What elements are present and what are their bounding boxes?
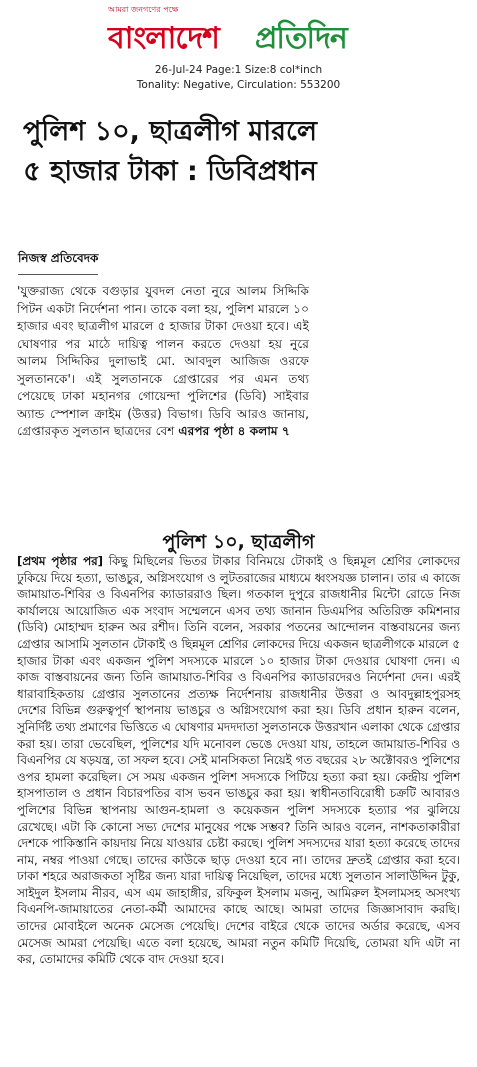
newspaper-logo-protidin: প্রতিদিন bbox=[255, 21, 347, 56]
masthead-tagline: আমরা জনগণের পক্ষে bbox=[108, 5, 179, 14]
continued-title: পুলিশ ১০, ছাত্রলীগ bbox=[162, 531, 315, 553]
article-lead bbox=[17, 283, 309, 441]
article-body bbox=[17, 553, 460, 968]
continuation-note: এরপর পৃষ্ঠা ৪ কলাম ৭ bbox=[178, 424, 290, 438]
continued-label: [প্রথম পৃষ্ঠার পর] bbox=[17, 554, 103, 568]
article-headline: পুলিশ ১০, ছাত্রলীগ মারলে ৫ হাজার টাকা : ডিবিপ্রধান bbox=[23, 116, 317, 187]
lead-text: 'যুক্তরাজ্য থেকে বগুড়ার যুবদল নেতা নুরে আলম সিদ্দিকি পিটন একটা নির্দেশনা পান। তাকে বলা হয়, পুলিশ মারলে ১০ হাজার এবং ছাত্রলীগ মারলে ৫ হাজার টাকা দেওয়া হবে। এই ঘোষণার পর মাঠে দায়িত্ব পালন করতে দেওয়া হয় নুরে আলম সিদ্দিকির দুলাভাই মো. আবদুল আজিজ ওরফে সুলতানকে'। এই সুলতানকে গ্রেপ্তারের পর এমন তথ্য পেয়েছে ঢাকা মহানগর গোয়েন্দা পুলিশের (ডিবি) সাইবার অ্যান্ড স্পেশাল ক্রাইম (উত্তর) বিভাগ। ডিবি আরও জানায়, গ্রেপ্তারকৃত সুলতান ছাত্রদের বেশ bbox=[17, 284, 309, 438]
newspaper-logo-bangladesh: বাংলাদেশ bbox=[108, 21, 219, 56]
clipping-meta-line-2: Tonality: Negative, Circulation: 553200 bbox=[136, 79, 341, 91]
body-text: কিছু মিছিলের ভিতর টাকার বিনিময়ে টোকাই ও ছিন্নমূল শ্রেণির লোকদের ঢুকিয়ে দিয়ে হত্যা, ভাঙচুর, অগ্নিসংযোগ ও লুটতরাজের মাধ্যমে ধ্বংসযজ্ঞ চালান। তার এ কাজে জামায়াত-শিবির ও বিএনপির ক্যাডাররাও ছিল। গতকাল দুপুরে রাজধানীর মিন্টো রোডে নিজ কার্যালয়ে আয়োজিত এক সংবাদ সম্মেলনে এসব তথ্য জানান ডিএমপির অতিরিক্ত কমিশনার (ডিবি) মোহাম্মদ হারুন অর রশীদ। তিনি বলেন, সরকার পতনের আন্দোলন বাস্তবায়নের জন্য গ্রেপ্তার আসামি সুলতান টোকাই ও ছিন্নমূল শ্রেণির লোকদের দিয়ে একজন ছাত্রলীগকে মারলে ৫ হাজার টাকা এবং একজন পুলিশ সদস্যকে মারলে ১০ হাজার টাকা দেওয়ার ঘোষণা দেন। এ কাজ বাস্তবায়নের জন্য তিনি জামায়াত-শিবির ও বিএনপির ক্যাডারদেরও নির্দেশনা দেন। এরই ধারাবাহিকতায় গ্রেপ্তার সুলতানের প্রত্যক্ষ নির্দেশনায় রাজধানীর উত্তরা ও আবদুল্লাহপুরসহ দেশের বিভিন্ন গুরুত্বপূর্ণ স্থাপনায় ভাঙচুর ও অগ্নিসংযোগ করা হয়। ডিবি প্রধান হারুন বলেন, সুনির্দিষ্ট তথ্য প্রমাণের ভিত্তিতে এ ঘোষণার মদদদাতা সুলতানকে উত্তরখান এলাকা থেকে গ্রেপ্তার করা হয়। তারা ভেবেছিল, পুলিশের যদি মনোবল ভেঙে দেওয়া যায়, তাহলে জামায়াত-শিবির ও বিএনপির যে ষড়যন্ত্র, তা সফল হবে। সেই মানসিকতা নিয়েই গত বছরের ২৮ অক্টোবরও পুলিশের ওপর হামলা করেছিল। সে সময় একজন পুলিশ সদস্যকে পিটিয়ে হত্যা করা হয়। কেন্দ্রীয় পুলিশ হাসপাতাল ও প্রধান বিচারপতির বাস ভবন ভাঙচুর করা হয়। স্বাধীনতাবিরোধী চক্রটি আবারও পুলিশের বিভিন্ন স্থাপনায় আগুন-হামলা ও কয়েকজন পুলিশ সদস্যকে হত্যার পর ঝুলিয়ে রেখেছে। এটা কি কোনো সভ্য দেশের মানুষের পক্ষে সম্ভব? তিনি আরও বলেন, নাশকতাকারীরা দেশকে পাকিস্তানি কায়দায় নিয়ে যাওয়ার চেষ্টা করছে। পুলিশ সদস্যদের যারা হত্যা করেছে তাদের নাম, নম্বর পাওয়া গেছে। তাদের কাউকে ছাড় দেওয়া হবে না। তাদের দ্রুতই গ্রেপ্তার করা হবে। ঢাকা শহরে অরাজকতা সৃষ্টির জন্য যারা দায়িত্ব নিয়েছিল, তাদের মধ্যে সুলতান সালাউদ্দিন টুকু, সাইদুল ইসলাম নীরব, এস এম জাহাঙ্গীর, রফিকুল ইসলাম মজনু, আমিরুল ইসলামসহ অসংখ্য বিএনপি-জামায়াতের নেতা-কর্মী আমাদের কাছে আছে। আমরা তাদের জিজ্ঞাসাবাদ করছি। তাদের মোবাইলে অনেক মেসেজ পেয়েছি। দেশের বাইরে থেকে তাদের অর্ডার করেছে, এসব মেসেজ আমরা পেয়েছি। এতে বলা হয়েছে, আমরা নতুন কমিটি দিয়েছি, তোমরা যদি এটা না কর, তোমাদের কমিটি থেকে বাদ দেওয়া হবে। bbox=[17, 554, 461, 967]
masthead bbox=[0, 0, 477, 60]
article-byline: নিজস্ব প্রতিবেদক bbox=[18, 250, 98, 275]
clipping-meta-line-1: 26-Jul-24 Page:1 Size:8 col*inch bbox=[154, 64, 323, 76]
